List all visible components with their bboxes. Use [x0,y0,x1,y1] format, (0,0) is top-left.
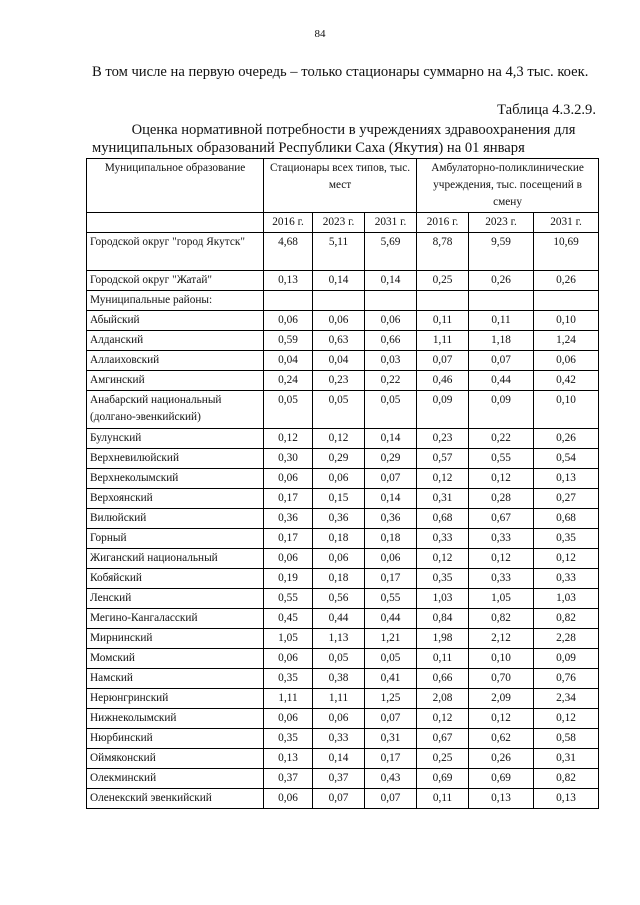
hospital-value-cell: 0,17 [264,529,313,549]
hospital-value-cell: 0,14 [365,489,417,509]
outpatient-value-cell: 0,35 [534,529,599,549]
outpatient-value-cell: 0,57 [417,449,469,469]
outpatient-value-cell: 0,69 [469,769,534,789]
municipality-name-cell: Нерюнгринский [87,689,264,709]
outpatient-value-cell: 0,12 [534,709,599,729]
outpatient-value-cell: 2,12 [469,629,534,649]
outpatient-value-cell: 0,67 [469,509,534,529]
municipality-name-cell: Намский [87,669,264,689]
municipality-name-cell: Булунский [87,429,264,449]
table-row [87,391,599,429]
hospital-value-cell: 0,05 [365,391,417,429]
municipality-name-cell: Верхоянский [87,489,264,509]
outpatient-value-cell: 0,35 [417,569,469,589]
outpatient-value-cell: 0,25 [417,749,469,769]
outpatient-value-cell: 0,67 [417,729,469,749]
outpatient-value-cell [469,291,534,311]
outpatient-value-cell: 0,11 [417,311,469,331]
hospital-value-cell: 0,06 [264,311,313,331]
table-row [87,449,599,469]
hospital-value-cell [365,291,417,311]
hospital-value-cell: 0,06 [365,311,417,331]
table-row [87,689,599,709]
outpatient-value-cell: 1,98 [417,629,469,649]
hospital-value-cell: 1,13 [313,629,365,649]
outpatient-value-cell: 0,10 [534,391,599,429]
table-row [87,351,599,371]
outpatient-value-cell: 1,24 [534,331,599,351]
outpatient-value-cell: 0,09 [534,649,599,669]
hospital-value-cell: 0,07 [313,789,365,809]
outpatient-value-cell: 1,05 [469,589,534,609]
hospital-value-cell: 0,06 [313,469,365,489]
hospital-value-cell: 0,37 [264,769,313,789]
table-row [87,529,599,549]
hospital-value-cell: 0,29 [365,449,417,469]
hospital-value-cell: 0,06 [264,649,313,669]
outpatient-value-cell: 0,26 [534,429,599,449]
outpatient-value-cell: 0,27 [534,489,599,509]
municipality-name-cell: Оймяконский [87,749,264,769]
year-header: 2023 г. [313,213,365,233]
outpatient-value-cell: 0,12 [469,469,534,489]
outpatient-value-cell: 0,12 [469,709,534,729]
outpatient-value-cell: 0,58 [534,729,599,749]
municipality-name-cell: Нижнеколымский [87,709,264,729]
body-paragraph: В том числе на первую очередь – только стационары суммарно на 4,3 тыс. коек. [92,64,589,80]
outpatient-value-cell: 0,26 [469,749,534,769]
table-title-line-1: Оценка нормативной потребности в учреждениях здравоохранения для [131,122,576,138]
hospital-value-cell: 0,29 [313,449,365,469]
hospital-value-cell: 0,05 [264,391,313,429]
outpatient-value-cell: 0,31 [534,749,599,769]
outpatient-value-cell: 2,08 [417,689,469,709]
table-row [87,709,599,729]
outpatient-value-cell: 0,13 [534,789,599,809]
outpatient-value-cell: 0,26 [469,271,534,291]
hospital-value-cell: 0,35 [264,669,313,689]
table-row [87,789,599,809]
outpatient-value-cell: 0,23 [417,429,469,449]
municipality-name-cell: Мегино-Кангаласский [87,609,264,629]
outpatient-value-cell [534,291,599,311]
municipality-name-cell: Верхневилюйский [87,449,264,469]
hospital-value-cell: 5,11 [313,233,365,271]
outpatient-value-cell: 0,68 [417,509,469,529]
outpatient-value-cell: 1,03 [534,589,599,609]
hospital-value-cell: 0,15 [313,489,365,509]
outpatient-value-cell: 0,46 [417,371,469,391]
table-row [87,609,599,629]
year-header: 2016 г. [417,213,469,233]
municipality-name-cell: Нюрбинский [87,729,264,749]
outpatient-value-cell: 2,28 [534,629,599,649]
hospital-value-cell: 0,59 [264,331,313,351]
outpatient-value-cell: 0,82 [469,609,534,629]
table-caption: Таблица 4.3.2.9. [497,102,596,118]
outpatient-value-cell: 0,42 [534,371,599,391]
outpatient-value-cell: 0,22 [469,429,534,449]
outpatient-value-cell: 0,11 [417,649,469,669]
outpatient-value-cell: 0,25 [417,271,469,291]
table-row [87,489,599,509]
hospital-value-cell: 0,05 [365,649,417,669]
municipality-name-cell: Аллаиховский [87,351,264,371]
municipality-name-cell: Вилюйский [87,509,264,529]
year-header: 2031 г. [534,213,599,233]
hospital-value-cell: 0,14 [313,749,365,769]
table-row [87,271,599,291]
outpatient-value-cell: 2,09 [469,689,534,709]
table-row [87,291,599,311]
municipality-name-cell: Городской округ "Жатай" [87,271,264,291]
municipality-name-cell: Мирнинский [87,629,264,649]
hospital-value-cell: 0,06 [313,709,365,729]
year-header: 2016 г. [264,213,313,233]
outpatient-value-cell: 0,33 [469,569,534,589]
hospital-value-cell: 0,06 [264,789,313,809]
outpatient-value-cell: 1,11 [417,331,469,351]
table-row [87,331,599,351]
outpatient-value-cell: 0,28 [469,489,534,509]
hospital-value-cell: 0,38 [313,669,365,689]
outpatient-value-cell: 0,33 [469,529,534,549]
table-row [87,233,599,271]
hospital-value-cell: 0,13 [264,749,313,769]
hospital-value-cell: 0,06 [365,549,417,569]
outpatient-value-cell: 0,09 [469,391,534,429]
outpatient-value-cell: 0,10 [534,311,599,331]
year-header: 2031 г. [365,213,417,233]
hospital-value-cell: 0,55 [365,589,417,609]
hospital-value-cell: 0,43 [365,769,417,789]
outpatient-value-cell: 0,33 [417,529,469,549]
outpatient-value-cell: 0,13 [469,789,534,809]
table-title-line-2: муниципальных образований Республики Саха (Якутия) на 01 января [92,140,525,156]
hospital-value-cell: 0,18 [313,569,365,589]
municipality-name-cell: Олекминский [87,769,264,789]
table-row [87,371,599,391]
outpatient-value-cell: 10,69 [534,233,599,271]
hospital-value-cell: 0,04 [313,351,365,371]
outpatient-value-cell: 9,59 [469,233,534,271]
column-header-outpatient: Амбулаторно-поликлинические учреждения, тыс. посещений в смену [417,159,599,213]
outpatient-value-cell: 0,31 [417,489,469,509]
municipality-name-cell: Амгинский [87,371,264,391]
table-row [87,509,599,529]
hospital-value-cell: 1,21 [365,629,417,649]
hospital-value-cell: 0,30 [264,449,313,469]
hospital-value-cell: 0,18 [313,529,365,549]
hospital-value-cell: 0,06 [313,549,365,569]
table-row [87,469,599,489]
table-row [87,649,599,669]
municipality-name-cell: Городской округ "город Якутск" [87,233,264,271]
municipality-name-cell: Оленекский эвенкийский [87,789,264,809]
hospital-value-cell: 0,35 [264,729,313,749]
outpatient-value-cell: 0,66 [417,669,469,689]
outpatient-value-cell: 0,82 [534,609,599,629]
hospital-value-cell: 0,33 [313,729,365,749]
outpatient-value-cell [417,291,469,311]
outpatient-value-cell: 0,07 [417,351,469,371]
outpatient-value-cell: 1,03 [417,589,469,609]
outpatient-value-cell: 0,82 [534,769,599,789]
hospital-value-cell: 0,05 [313,391,365,429]
municipality-name-cell: Муниципальные районы: [87,291,264,311]
year-header: 2023 г. [469,213,534,233]
hospital-value-cell: 0,56 [313,589,365,609]
outpatient-value-cell: 0,44 [469,371,534,391]
hospital-value-cell: 0,23 [313,371,365,391]
hospital-value-cell [313,291,365,311]
hospital-value-cell: 1,11 [313,689,365,709]
hospital-value-cell: 0,06 [264,469,313,489]
municipality-name-cell: Момский [87,649,264,669]
outpatient-value-cell: 0,13 [534,469,599,489]
outpatient-value-cell: 0,76 [534,669,599,689]
municipality-name-cell: Абыйский [87,311,264,331]
outpatient-value-cell: 0,84 [417,609,469,629]
outpatient-value-cell: 1,18 [469,331,534,351]
outpatient-value-cell: 0,12 [469,549,534,569]
hospital-value-cell: 0,13 [264,271,313,291]
municipality-name-cell: Ленский [87,589,264,609]
outpatient-value-cell: 0,26 [534,271,599,291]
table-title [92,121,595,157]
table-row [87,589,599,609]
table-row [87,569,599,589]
hospital-value-cell: 1,05 [264,629,313,649]
hospital-value-cell: 0,31 [365,729,417,749]
municipality-name-cell: Жиганский национальный [87,549,264,569]
outpatient-value-cell: 0,12 [417,709,469,729]
hospital-value-cell [264,291,313,311]
municipality-name-cell: Анабарский национальный (долгано-эвенкийский) [87,391,264,429]
outpatient-value-cell: 0,55 [469,449,534,469]
outpatient-value-cell: 0,12 [534,549,599,569]
hospital-value-cell: 0,18 [365,529,417,549]
outpatient-value-cell: 2,34 [534,689,599,709]
outpatient-value-cell: 0,06 [534,351,599,371]
hospital-value-cell: 0,45 [264,609,313,629]
table-row [87,729,599,749]
outpatient-value-cell: 0,33 [534,569,599,589]
hospital-value-cell: 0,14 [313,271,365,291]
column-header-municipality: Муниципальное образование [87,159,264,213]
hospital-value-cell: 0,37 [313,769,365,789]
hospital-value-cell: 0,66 [365,331,417,351]
hospital-value-cell: 0,44 [365,609,417,629]
hospital-value-cell: 0,63 [313,331,365,351]
outpatient-value-cell: 8,78 [417,233,469,271]
hospital-value-cell: 0,06 [313,311,365,331]
table-row [87,629,599,649]
hospital-value-cell: 0,07 [365,789,417,809]
outpatient-value-cell: 0,10 [469,649,534,669]
need-assessment-table [86,158,599,809]
hospital-value-cell: 0,22 [365,371,417,391]
table-row [87,429,599,449]
hospital-value-cell: 0,36 [365,509,417,529]
table-row [87,311,599,331]
hospital-value-cell: 0,14 [365,271,417,291]
outpatient-value-cell: 0,11 [417,789,469,809]
outpatient-value-cell: 0,09 [417,391,469,429]
outpatient-value-cell: 0,54 [534,449,599,469]
hospital-value-cell: 0,07 [365,469,417,489]
hospital-value-cell: 1,11 [264,689,313,709]
outpatient-value-cell: 0,69 [417,769,469,789]
table-body [87,233,599,809]
hospital-value-cell: 0,17 [264,489,313,509]
table-row [87,549,599,569]
hospital-value-cell: 0,24 [264,371,313,391]
hospital-value-cell: 5,69 [365,233,417,271]
outpatient-value-cell: 0,12 [417,549,469,569]
hospital-value-cell: 0,12 [264,429,313,449]
hospital-value-cell: 0,44 [313,609,365,629]
hospital-value-cell: 0,36 [313,509,365,529]
hospital-value-cell: 0,17 [365,569,417,589]
hospital-value-cell: 0,07 [365,709,417,729]
hospital-value-cell: 0,14 [365,429,417,449]
hospital-value-cell: 0,05 [313,649,365,669]
hospital-value-cell: 4,68 [264,233,313,271]
hospital-value-cell: 0,36 [264,509,313,529]
table-row [87,769,599,789]
municipality-name-cell: Горный [87,529,264,549]
hospital-value-cell: 0,04 [264,351,313,371]
municipality-name-cell: Алданский [87,331,264,351]
hospital-value-cell: 0,03 [365,351,417,371]
municipality-name-cell: Верхнеколымский [87,469,264,489]
table-row [87,669,599,689]
municipality-name-cell: Кобяйский [87,569,264,589]
outpatient-value-cell: 0,62 [469,729,534,749]
outpatient-value-cell: 0,07 [469,351,534,371]
outpatient-value-cell: 0,11 [469,311,534,331]
hospital-value-cell: 0,41 [365,669,417,689]
page-number: 84 [314,28,326,40]
hospital-value-cell: 0,06 [264,709,313,729]
column-header-hospitals: Стационары всех типов, тыс. мест [264,159,417,213]
hospital-value-cell: 0,17 [365,749,417,769]
column-header-blank [87,213,264,233]
hospital-value-cell: 0,19 [264,569,313,589]
hospital-value-cell: 0,12 [313,429,365,449]
outpatient-value-cell: 0,12 [417,469,469,489]
hospital-value-cell: 0,06 [264,549,313,569]
hospital-value-cell: 1,25 [365,689,417,709]
table-row [87,749,599,769]
outpatient-value-cell: 0,70 [469,669,534,689]
outpatient-value-cell: 0,68 [534,509,599,529]
hospital-value-cell: 0,55 [264,589,313,609]
